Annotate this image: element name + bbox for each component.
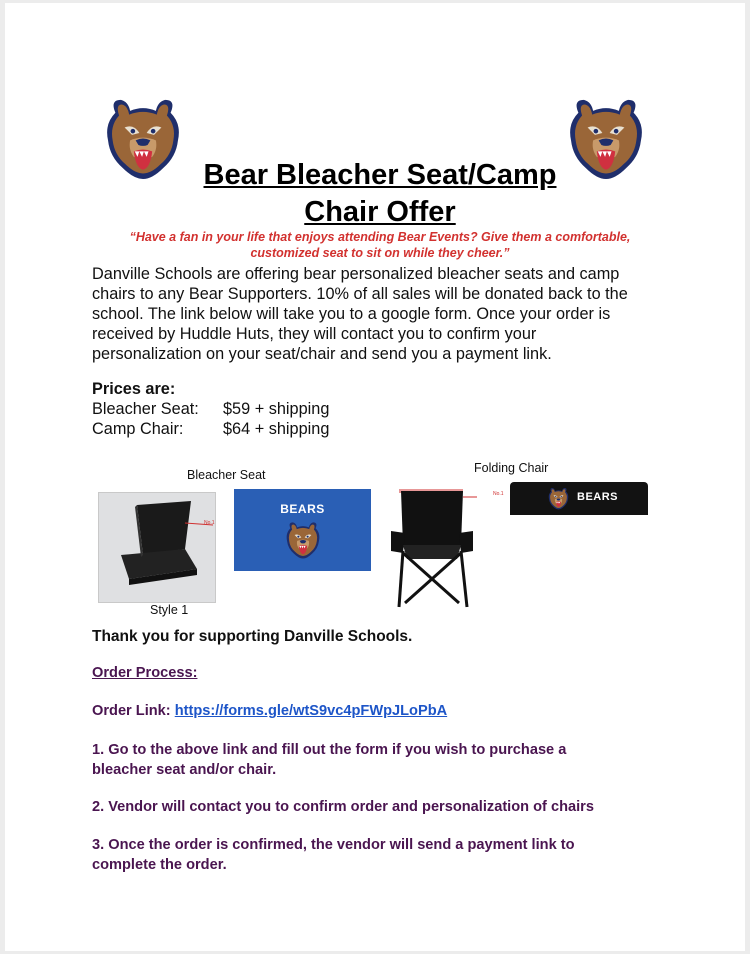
title-line-2: Chair Offer bbox=[304, 196, 456, 228]
order-form-link[interactable]: https://forms.gle/wtS9vc4pFWpJLoPbA bbox=[174, 703, 448, 719]
prices-heading: Prices are: bbox=[92, 380, 176, 398]
step-2 bbox=[92, 797, 682, 817]
title-line-1: Bear Bleacher Seat/Camp bbox=[203, 159, 557, 191]
intro-line: school. The link below will take you to a google form. Once your order is bbox=[92, 305, 611, 323]
quote-line-2: customized seat to sit on while they cheer.” bbox=[250, 246, 510, 260]
quote-line-1: “Have a fan in your life that enjoys attending Bear Events? Give them a comfortable, bbox=[129, 230, 631, 244]
intro-line: received by Huddle Huts, they will contact you to confirm your bbox=[92, 325, 537, 343]
step-line: complete the order. bbox=[92, 857, 227, 873]
bear-mascot-small-icon bbox=[282, 519, 324, 561]
thank-you-line: Thank you for supporting Danville Schools. bbox=[92, 628, 413, 645]
blue-bears-banner bbox=[234, 489, 371, 571]
black-bears-band bbox=[510, 482, 648, 515]
bleacher-seat-photo bbox=[98, 492, 216, 603]
folding-chair-photo bbox=[387, 481, 477, 613]
order-process-heading: Order Process: bbox=[92, 665, 198, 681]
price-value: $59 + shipping bbox=[223, 400, 330, 418]
price-item: Bleacher Seat: bbox=[92, 400, 199, 418]
style-1-label: Style 1 bbox=[150, 603, 189, 617]
step-line: 3. Once the order is confirmed, the vendor will send a payment link to bbox=[92, 837, 575, 853]
step-line: 1. Go to the above link and fill out the form if you wish to purchase a bbox=[92, 742, 567, 758]
price-row-bleacher bbox=[92, 400, 329, 419]
bleacher-seat-icon bbox=[99, 493, 215, 602]
no1-label: No.1 bbox=[493, 491, 504, 497]
price-value: $64 + shipping bbox=[223, 420, 330, 438]
no1-label: No.1 bbox=[204, 520, 215, 526]
folding-chair-label: Folding Chair bbox=[474, 461, 549, 475]
bear-mascot-tiny-icon bbox=[546, 486, 571, 511]
banner-bears-text: BEARS bbox=[280, 502, 325, 516]
intro-line: Danville Schools are offering bear personalized bleacher seats and camp bbox=[92, 265, 620, 283]
bleacher-seat-label: Bleacher Seat bbox=[187, 468, 266, 482]
intro-line: chairs to any Bear Supporters. 10% of all sales will be donated back to the bbox=[92, 285, 628, 303]
price-item: Camp Chair: bbox=[92, 420, 184, 438]
order-link-row bbox=[92, 701, 652, 721]
intro-line: personalization on your seat/chair and send you a payment link. bbox=[92, 345, 552, 363]
step-1 bbox=[92, 740, 652, 780]
price-row-camp bbox=[92, 420, 329, 439]
step-line: bleacher seat and/or chair. bbox=[92, 762, 277, 778]
step-3 bbox=[92, 835, 652, 875]
intro-paragraph bbox=[92, 264, 672, 364]
flyer-page bbox=[5, 3, 745, 951]
order-link-label: Order Link: bbox=[92, 703, 175, 719]
step-line: 2. Vendor will contact you to confirm order and personalization of chairs bbox=[92, 799, 594, 815]
band-bears-text: BEARS bbox=[577, 491, 619, 503]
